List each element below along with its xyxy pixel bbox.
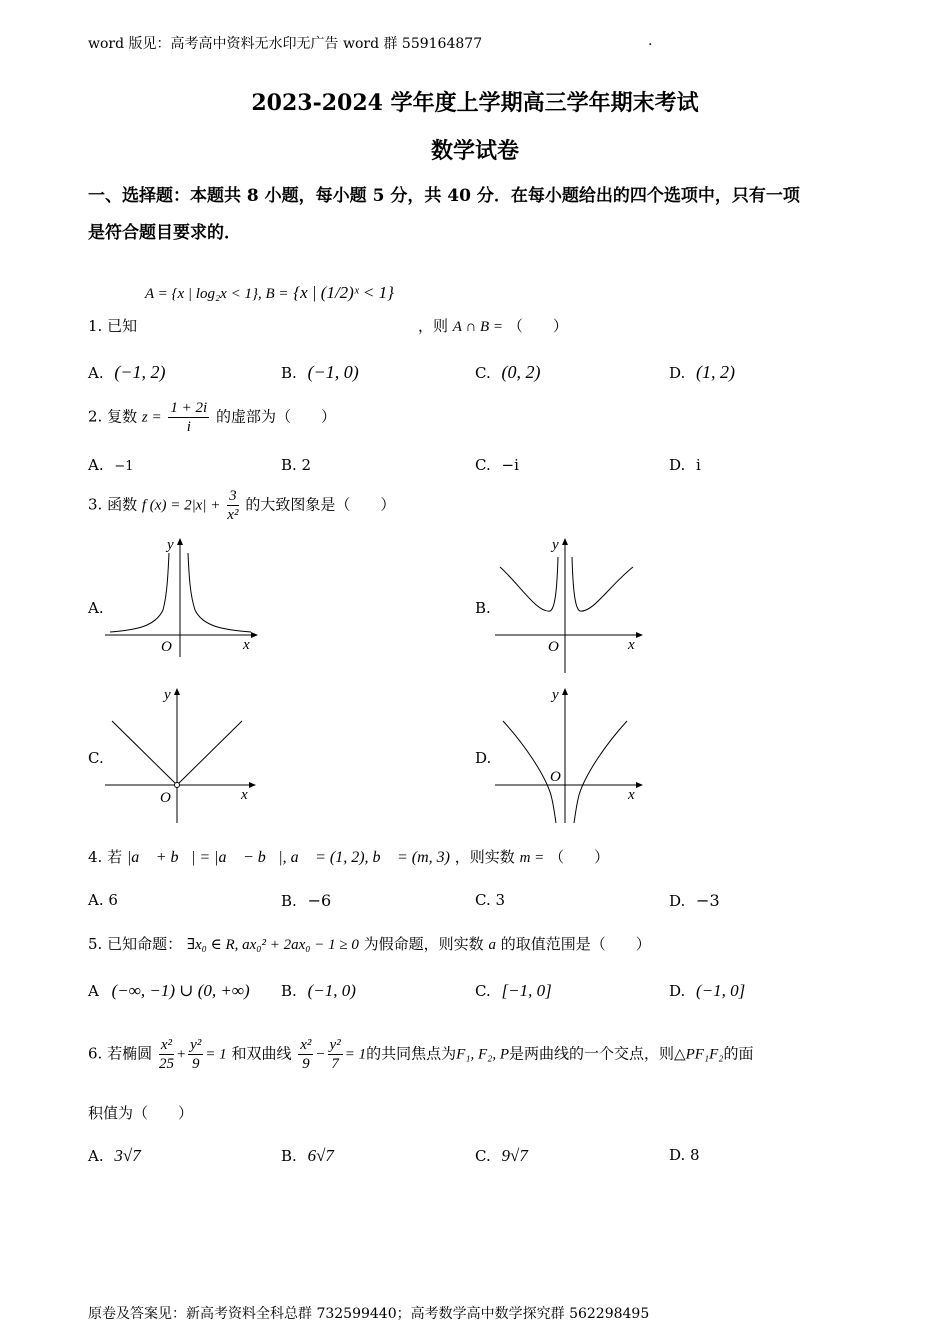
q5-number: 5. 已知命题：: [88, 935, 183, 953]
q6-eq2: = 1: [344, 1046, 367, 1063]
q1-set-b: {x | (1/2)ˣ < 1}: [293, 283, 394, 302]
q6-option-a-value: 3√7: [114, 1146, 141, 1165]
q3-graph-d-origin: O: [550, 769, 561, 785]
q3-graph-a-y-label: y: [167, 537, 174, 553]
q3-denominator: x²: [227, 507, 239, 523]
q2-option-a-value: −1: [114, 459, 134, 474]
q2-option-d-value: i: [696, 456, 701, 474]
q1-number: 1. 已知: [88, 317, 138, 335]
q5-option-a-label: A: [88, 982, 99, 1000]
q6-stem: [88, 1036, 754, 1073]
q1-paren: （ ）: [507, 317, 568, 335]
q2-ask: 的虚部为（ ）: [215, 407, 336, 426]
q2-denominator: i: [186, 419, 191, 435]
q6-ellipse-den2: 9: [191, 1056, 200, 1072]
q6-option-c-label: C.: [475, 1147, 491, 1165]
header-source-note: word 版见：高考高中资料无水印无广告 word 群 559164877: [88, 36, 483, 52]
q3-ask: 的大致图象是（ ）: [245, 495, 396, 514]
q3-fraction: [227, 487, 239, 524]
q3-option-c-label[interactable]: C.: [88, 749, 104, 767]
q3-graph-d-right-branch: [574, 721, 627, 823]
q2-option-c-value: −i: [501, 456, 519, 474]
q6-tail: 的共同焦点为: [366, 1044, 457, 1063]
q5-option-a[interactable]: [88, 981, 250, 1001]
q4-m: m =: [519, 850, 545, 866]
q3-graph-b-right-branch: [572, 557, 633, 611]
q6-option-c-value: 9√7: [501, 1146, 528, 1165]
q4-number: 4. 若: [88, 848, 123, 866]
q6-hyperbola-den1: 9: [302, 1056, 310, 1072]
q3-function: f (x) = 2|x| +: [141, 497, 221, 514]
q2-z: z =: [141, 409, 162, 426]
q3-graph-a-right-branch: [188, 553, 251, 632]
q2-numerator: 1 + 2i: [170, 400, 208, 416]
q3-graph-c-right-branch: [179, 721, 242, 783]
q1-option-a-label: A.: [88, 364, 104, 382]
q1-sets: [145, 283, 394, 303]
q6-hyperbola-frac2: [328, 1036, 343, 1073]
q1-option-c-value: (0, 2): [501, 362, 541, 382]
q6-option-b-label: B.: [281, 1147, 297, 1165]
header-dot: .: [648, 33, 653, 49]
q6-minus: −: [315, 1046, 326, 1063]
q2-option-a-label: A.: [88, 456, 104, 474]
q4-option-d-value: −3: [696, 891, 720, 910]
q4-option-c[interactable]: C. 3: [475, 891, 506, 909]
q4-option-b-label: B.: [281, 892, 297, 910]
q3-graph-d-y-label: y: [552, 687, 559, 703]
q2-number: 2. 复数: [88, 407, 138, 426]
q3-graph-c-y-label: y: [164, 687, 171, 703]
q6-number: 6. 若椭圆: [88, 1044, 153, 1063]
q6-hyperbola-num2: y²: [329, 1037, 341, 1053]
q3-graph-a-x-label: x: [243, 637, 250, 653]
q6-hyperbola-den2: 7: [331, 1056, 339, 1072]
q5-option-c[interactable]: [475, 981, 552, 1001]
q4-condition: |a⃗ + b⃗| = |a⃗ − b⃗|, a⃗ = (1, 2), b⃗ = (m, 3): [126, 849, 450, 866]
q4-option-b[interactable]: [281, 891, 331, 910]
q5-a: a: [488, 937, 496, 953]
q3-stem: [88, 487, 395, 524]
q6-ellipse-den1: 25: [158, 1056, 174, 1072]
q1-option-b-label: B.: [281, 364, 297, 382]
q3-numerator: 3: [229, 488, 237, 504]
q6-mid: 和双曲线: [231, 1044, 292, 1063]
q6-option-a-label: A.: [88, 1147, 104, 1165]
q3-option-a-label[interactable]: A.: [88, 599, 104, 617]
q1-option-d-label: D.: [669, 364, 686, 382]
q3-graph-b[interactable]: [495, 535, 645, 675]
q5-option-d-value: (−1, 0]: [696, 981, 746, 1000]
q2-fraction: [168, 399, 209, 436]
q6-option-d[interactable]: D. 8: [669, 1146, 700, 1164]
exam-subtitle: 数学试卷: [430, 138, 519, 164]
q1-option-b-value: (−1, 0): [307, 362, 359, 382]
q6-ellipse-num2: y²: [190, 1037, 202, 1053]
q5-option-d-label: D.: [669, 982, 686, 1000]
q3-graph-d-x-label: x: [628, 787, 635, 803]
q1-set-a: A = {x | log₂x < 1}, B =: [145, 286, 289, 302]
q5-option-d[interactable]: [669, 981, 745, 1001]
q5-option-b[interactable]: [281, 981, 356, 1001]
q5-option-b-label: B.: [281, 982, 297, 1000]
q2-option-b[interactable]: B. 2: [281, 456, 312, 474]
q4-option-b-value: −6: [307, 891, 332, 910]
q1-option-a-value: (−1, 2): [114, 362, 166, 382]
q6-plus: +: [176, 1046, 187, 1063]
q5-ask2: 的取值范围是（ ）: [500, 935, 651, 953]
q2-option-d[interactable]: [669, 456, 701, 474]
q5-ask: 为假命题，则实数: [363, 935, 484, 953]
q3-number: 3. 函数: [88, 495, 138, 514]
q1-ask-text: ，则: [418, 317, 449, 335]
q6-hyperbola-num1: x²: [300, 1037, 312, 1053]
section-instructions-line2: 是符合题目要求的．: [88, 223, 241, 243]
q3-graph-a-left-branch: [110, 553, 169, 632]
q2-option-d-label: D.: [669, 456, 686, 474]
q4-ask: ，则实数: [454, 848, 515, 866]
q4-option-d[interactable]: [669, 891, 720, 910]
exam-title: 2023-2024 学年度上学期高三学年期末考试: [251, 90, 699, 116]
q4-option-a[interactable]: A. 6: [88, 891, 118, 909]
q3-graph-b-left-branch: [500, 557, 558, 611]
q1-option-b[interactable]: [281, 362, 359, 383]
q6-ellipse-num1: x²: [160, 1037, 173, 1053]
footer-note: 原卷及答案见：新高考资料全科总群 732599440；高考数学高中数学探究群 562298495: [88, 1306, 650, 1322]
q3-graph-d[interactable]: [495, 685, 645, 825]
q5-option-a-value: (−∞, −1) ∪ (0, +∞): [111, 981, 250, 1000]
q6-triangle: △PF₁F₂: [674, 1046, 724, 1063]
q1-option-a[interactable]: [88, 362, 166, 383]
q5-option-c-value: [−1, 0]: [501, 981, 552, 1000]
q2-option-a[interactable]: [88, 456, 134, 474]
q1-option-c[interactable]: [475, 362, 541, 383]
q4-option-d-label: D.: [669, 892, 686, 910]
q2-option-c-label: C.: [475, 456, 491, 474]
q3-graph-d-left-branch: [503, 721, 556, 823]
q3-option-b-label[interactable]: B.: [475, 599, 491, 617]
q3-option-d-label[interactable]: D.: [475, 749, 492, 767]
q6-ellipse-frac1: [159, 1036, 174, 1073]
q3-graph-c[interactable]: [105, 685, 265, 825]
q6-tail3: 的面: [723, 1044, 754, 1063]
q6-points: F₁, F₂, P: [456, 1046, 510, 1063]
q3-graph-b-x-label: x: [628, 637, 635, 653]
q3-graph-a-origin: O: [161, 639, 172, 655]
q3-graph-b-origin: O: [548, 639, 559, 655]
q3-graph-a[interactable]: [105, 535, 265, 660]
q2-stem: [88, 399, 336, 436]
q4-stem: [88, 846, 609, 867]
q1-option-d[interactable]: [669, 362, 735, 383]
q6-option-b[interactable]: [281, 1146, 334, 1166]
q1-option-d-value: (1, 2): [696, 362, 736, 382]
q1-expr: A ∩ B =: [452, 319, 504, 335]
section-instructions-line1: 一、选择题：本题共 8 小题，每小题 5 分，共 40 分．在每小题给出的四个选项中，只有一项: [88, 186, 800, 206]
q5-stem: [88, 933, 651, 954]
q5-option-b-value: (−1, 0): [307, 981, 356, 1000]
q6-option-b-value: 6√7: [307, 1146, 334, 1165]
q6-line2: 积值为（ ）: [88, 1104, 194, 1122]
q3-graph-c-x-label: x: [241, 787, 248, 803]
q2-option-c[interactable]: [475, 456, 519, 474]
q3-graph-c-left-branch: [112, 721, 175, 783]
q3-graph-c-origin: O: [160, 790, 171, 806]
q6-hyperbola-frac1: [298, 1036, 313, 1073]
q6-eq1: = 1: [205, 1046, 227, 1063]
q6-option-a[interactable]: [88, 1146, 141, 1166]
q6-ellipse-frac2: [188, 1036, 203, 1073]
q4-paren: （ ）: [549, 848, 610, 866]
q6-option-c[interactable]: [475, 1146, 528, 1166]
q1-option-c-label: C.: [475, 364, 491, 382]
q3-graph-b-y-label: y: [552, 537, 559, 553]
q6-tail2: 是两曲线的一个交点，则: [509, 1044, 675, 1063]
q5-proposition: ∃x₀ ∈ R, ax₀² + 2ax₀ − 1 ≥ 0: [186, 937, 359, 953]
q3-graph-c-hole: [175, 783, 180, 788]
q5-option-c-label: C.: [475, 982, 491, 1000]
q1-ask: [418, 315, 568, 336]
